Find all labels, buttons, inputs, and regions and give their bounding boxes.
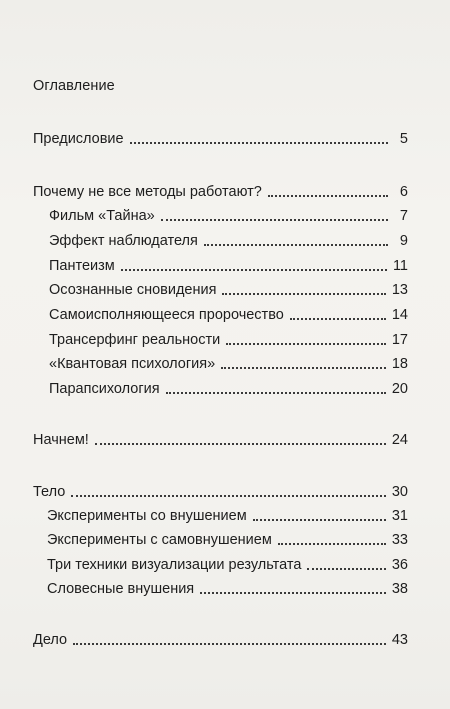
dot-leader xyxy=(95,443,386,445)
toc-entry xyxy=(33,631,408,649)
dot-leader xyxy=(161,219,388,221)
toc-page-number: 5 xyxy=(399,131,408,147)
dot-leader xyxy=(130,142,388,144)
toc-entry xyxy=(33,183,408,201)
dot-leader xyxy=(121,269,387,271)
toc-entry-label: Пантеизм xyxy=(49,258,115,274)
toc-page-number: 18 xyxy=(391,356,408,372)
dot-leader xyxy=(200,592,386,594)
toc-entry-label: Осознанные сновидения xyxy=(49,282,217,298)
toc-page-number: 9 xyxy=(399,233,408,249)
toc-subentry xyxy=(49,380,408,398)
toc-page-number: 17 xyxy=(391,332,408,348)
toc-subentry xyxy=(49,257,408,275)
dot-leader xyxy=(204,244,388,246)
dot-leader xyxy=(222,293,385,295)
toc-entry-label: Тело xyxy=(33,484,66,500)
toc-subentry xyxy=(49,331,408,349)
toc-entry-label: Начнем! xyxy=(33,432,89,448)
toc-entry-label: Самоисполняющееся пророчество xyxy=(49,307,284,323)
toc-page-number: 7 xyxy=(399,208,408,224)
toc-page-number: 6 xyxy=(399,184,408,200)
dot-leader xyxy=(278,543,386,545)
toc-subentry xyxy=(49,207,408,225)
toc-entry-label: Дело xyxy=(33,632,68,648)
toc-page-number: 31 xyxy=(391,508,408,524)
toc-subentry xyxy=(47,556,408,574)
toc-entry-label: Почему не все методы работают? xyxy=(33,184,262,200)
toc-entry-label: Трансерфинг реальности xyxy=(49,332,221,348)
dot-leader xyxy=(268,195,388,197)
toc-page-number: 33 xyxy=(391,532,408,548)
toc-page-number: 30 xyxy=(391,484,408,500)
dot-leader xyxy=(253,519,386,521)
toc-entry-label: Фильм «Тайна» xyxy=(49,208,155,224)
toc-entry-label: Эксперименты с самовнушением xyxy=(47,532,272,548)
dot-leader xyxy=(73,643,386,645)
toc-entry xyxy=(33,130,408,148)
toc-entry-label: Эксперименты со внушением xyxy=(47,508,247,524)
toc-page-number: 13 xyxy=(391,282,408,298)
toc-subentry xyxy=(47,507,408,525)
toc-page-number: 43 xyxy=(391,632,408,648)
dot-leader xyxy=(290,318,386,320)
toc-entry-label: «Квантовая психология» xyxy=(49,356,216,372)
dot-leader xyxy=(71,495,386,497)
dot-leader xyxy=(226,343,386,345)
toc-subentry xyxy=(47,580,408,598)
dot-leader xyxy=(166,392,386,394)
dot-leader xyxy=(221,367,386,369)
toc-heading: Оглавление xyxy=(33,78,115,94)
toc-entry-label: Три техники визуализации результата xyxy=(47,557,302,573)
toc-page-number: 14 xyxy=(391,307,408,323)
toc-subentry xyxy=(49,306,408,324)
toc-page-number: 24 xyxy=(391,432,408,448)
toc-subentry xyxy=(49,355,408,373)
toc-entry xyxy=(33,431,408,449)
toc-entry-label: Предисловие xyxy=(33,131,124,147)
toc-subentry xyxy=(47,531,408,549)
toc-entry-label: Словесные внушения xyxy=(47,581,195,597)
toc-page-number: 11 xyxy=(392,258,408,274)
toc-page-number: 36 xyxy=(391,557,408,573)
toc-entry-label: Парапсихология xyxy=(49,381,160,397)
toc-page-number: 38 xyxy=(391,581,408,597)
toc-page-number: 20 xyxy=(391,381,408,397)
toc-entry xyxy=(33,483,408,501)
toc-subentry xyxy=(49,281,408,299)
dot-leader xyxy=(307,568,385,570)
toc-entry-label: Эффект наблюдателя xyxy=(49,233,198,249)
toc-subentry xyxy=(49,232,408,250)
